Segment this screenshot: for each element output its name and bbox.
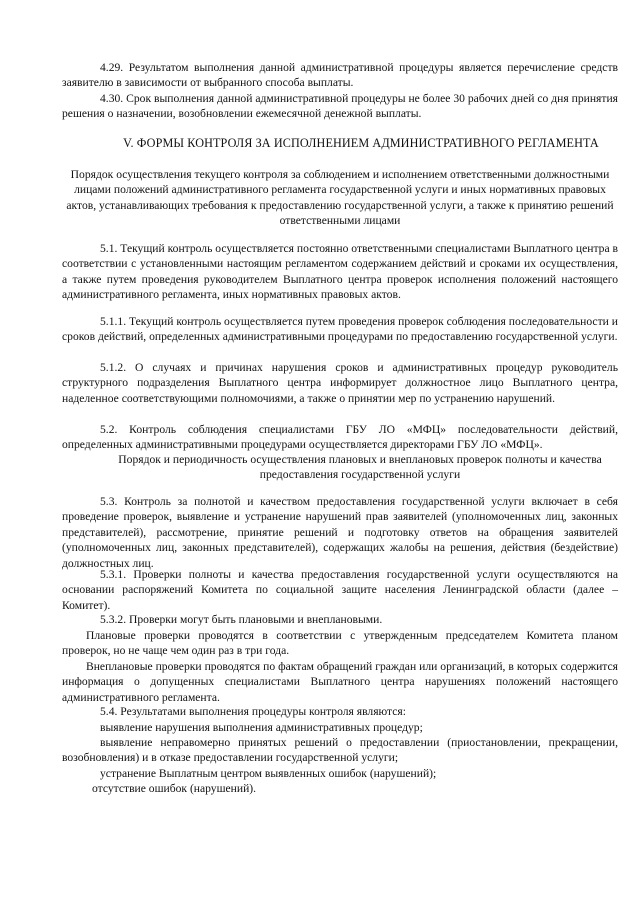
paragraph-5-1-2: 5.1.2. О случаях и причинах нарушения сроков и административных процедур руководитель структурного подразделения Выплатного центра информирует должностное лицо Выплатного центра, наделенное соответствующими полномочиями, а также о принятии мер по устранению нарушений. [62, 361, 618, 405]
paragraph-unplanned-checks: Внеплановые проверки проводятся по фактам обращений граждан или организаций, в которых содержится информация о допущенных специалистами Выплатного центра нарушениях положений настоящего административного регламента. [62, 660, 618, 704]
paragraph-5-1-1: 5.1.1. Текущий контроль осуществляется путем проведения проверок соблюдения последовательности и сроков действий, определенных административными процедурами по предоставлению государственной услуги. [62, 315, 618, 344]
paragraph-4-29: 4.29. Результатом выполнения данной административной процедуры является перечисление средств заявителю в зависимости от выбранного способа выплаты. [62, 61, 618, 90]
paragraph-planned-checks: Плановые проверки проводятся в соответствии с утвержденным председателем Комитета планом проверок, но не чаще чем один раз в три года. [62, 629, 618, 658]
list-item: выявление нарушения выполнения административных процедур; [100, 721, 423, 734]
section-heading: V. ФОРМЫ КОНТРОЛЯ ЗА ИСПОЛНЕНИЕМ АДМИНИСТРАТИВНОГО РЕГЛАМЕНТА [123, 136, 599, 150]
list-item: выявление неправомерно принятых решений о предоставлении (приостановлении, прекращении, возобновления) и в отказе предоставлении государственной услуги; [62, 736, 618, 765]
paragraph-5-3: 5.3. Контроль за полнотой и качеством предоставления государственной услуги включает в себя проведение проверок, выявление и устранение нарушений прав заявителей (уполномоченных лиц, законных представителей), рассмотрение, принятие решений и подготовку ответов на обращения заявителей (уполномоченных лиц, законных представителей), содержащих жалобы на решения, действия (бездействие) должностных лиц. [62, 495, 618, 570]
subheading-checks: Порядок и периодичность осуществления плановых и внеплановых проверок полноты и качества предоставления государственной услуги [118, 453, 602, 482]
paragraph-5-1: 5.1. Текущий контроль осуществляется постоянно ответственными специалистами Выплатного центра в соответствии с установленными настоящим регламентом содержанием действий и сроками их осуществления, а также путем проведения руководителем Выплатного центра проверок исполнения положений настоящего административного регламента, иных нормативных правовых актов. [62, 242, 618, 302]
list-item: отсутствие ошибок (нарушений). [92, 782, 257, 795]
paragraph-5-3-1: 5.3.1. Проверки полноты и качества предоставления государственной услуги осуществляются на основании распоряжений Комитета по социальной защите населения Ленинградской области (далее – Комитет). [62, 568, 618, 612]
paragraph-5-2: 5.2. Контроль соблюдения специалистами ГБУ ЛО «МФЦ» последовательности действий, определенных административными процедурами осуществляется директорами ГБУ ЛО «МФЦ». [62, 423, 618, 452]
paragraph-5-3-2: 5.3.2. Проверки могут быть плановыми и внеплановыми. [100, 613, 383, 626]
subheading-current-control: Порядок осуществления текущего контроля за соблюдением и исполнением ответственными должностными лицами положений административного регламента государственной услуги и иных нормативных правовых актов, устанавливающих требования к предоставлению государственной услуги, а также к принятию решений ответственными лицами [66, 168, 614, 228]
list-item: устранение Выплатным центром выявленных ошибок (нарушений); [100, 767, 437, 780]
paragraph-5-4: 5.4. Результатами выполнения процедуры контроля являются: [100, 705, 406, 718]
paragraph-4-30: 4.30. Срок выполнения данной административной процедуры не более 30 рабочих дней со дня принятия решения о назначении, возобновлении ежемесячной денежной выплаты. [62, 92, 618, 121]
